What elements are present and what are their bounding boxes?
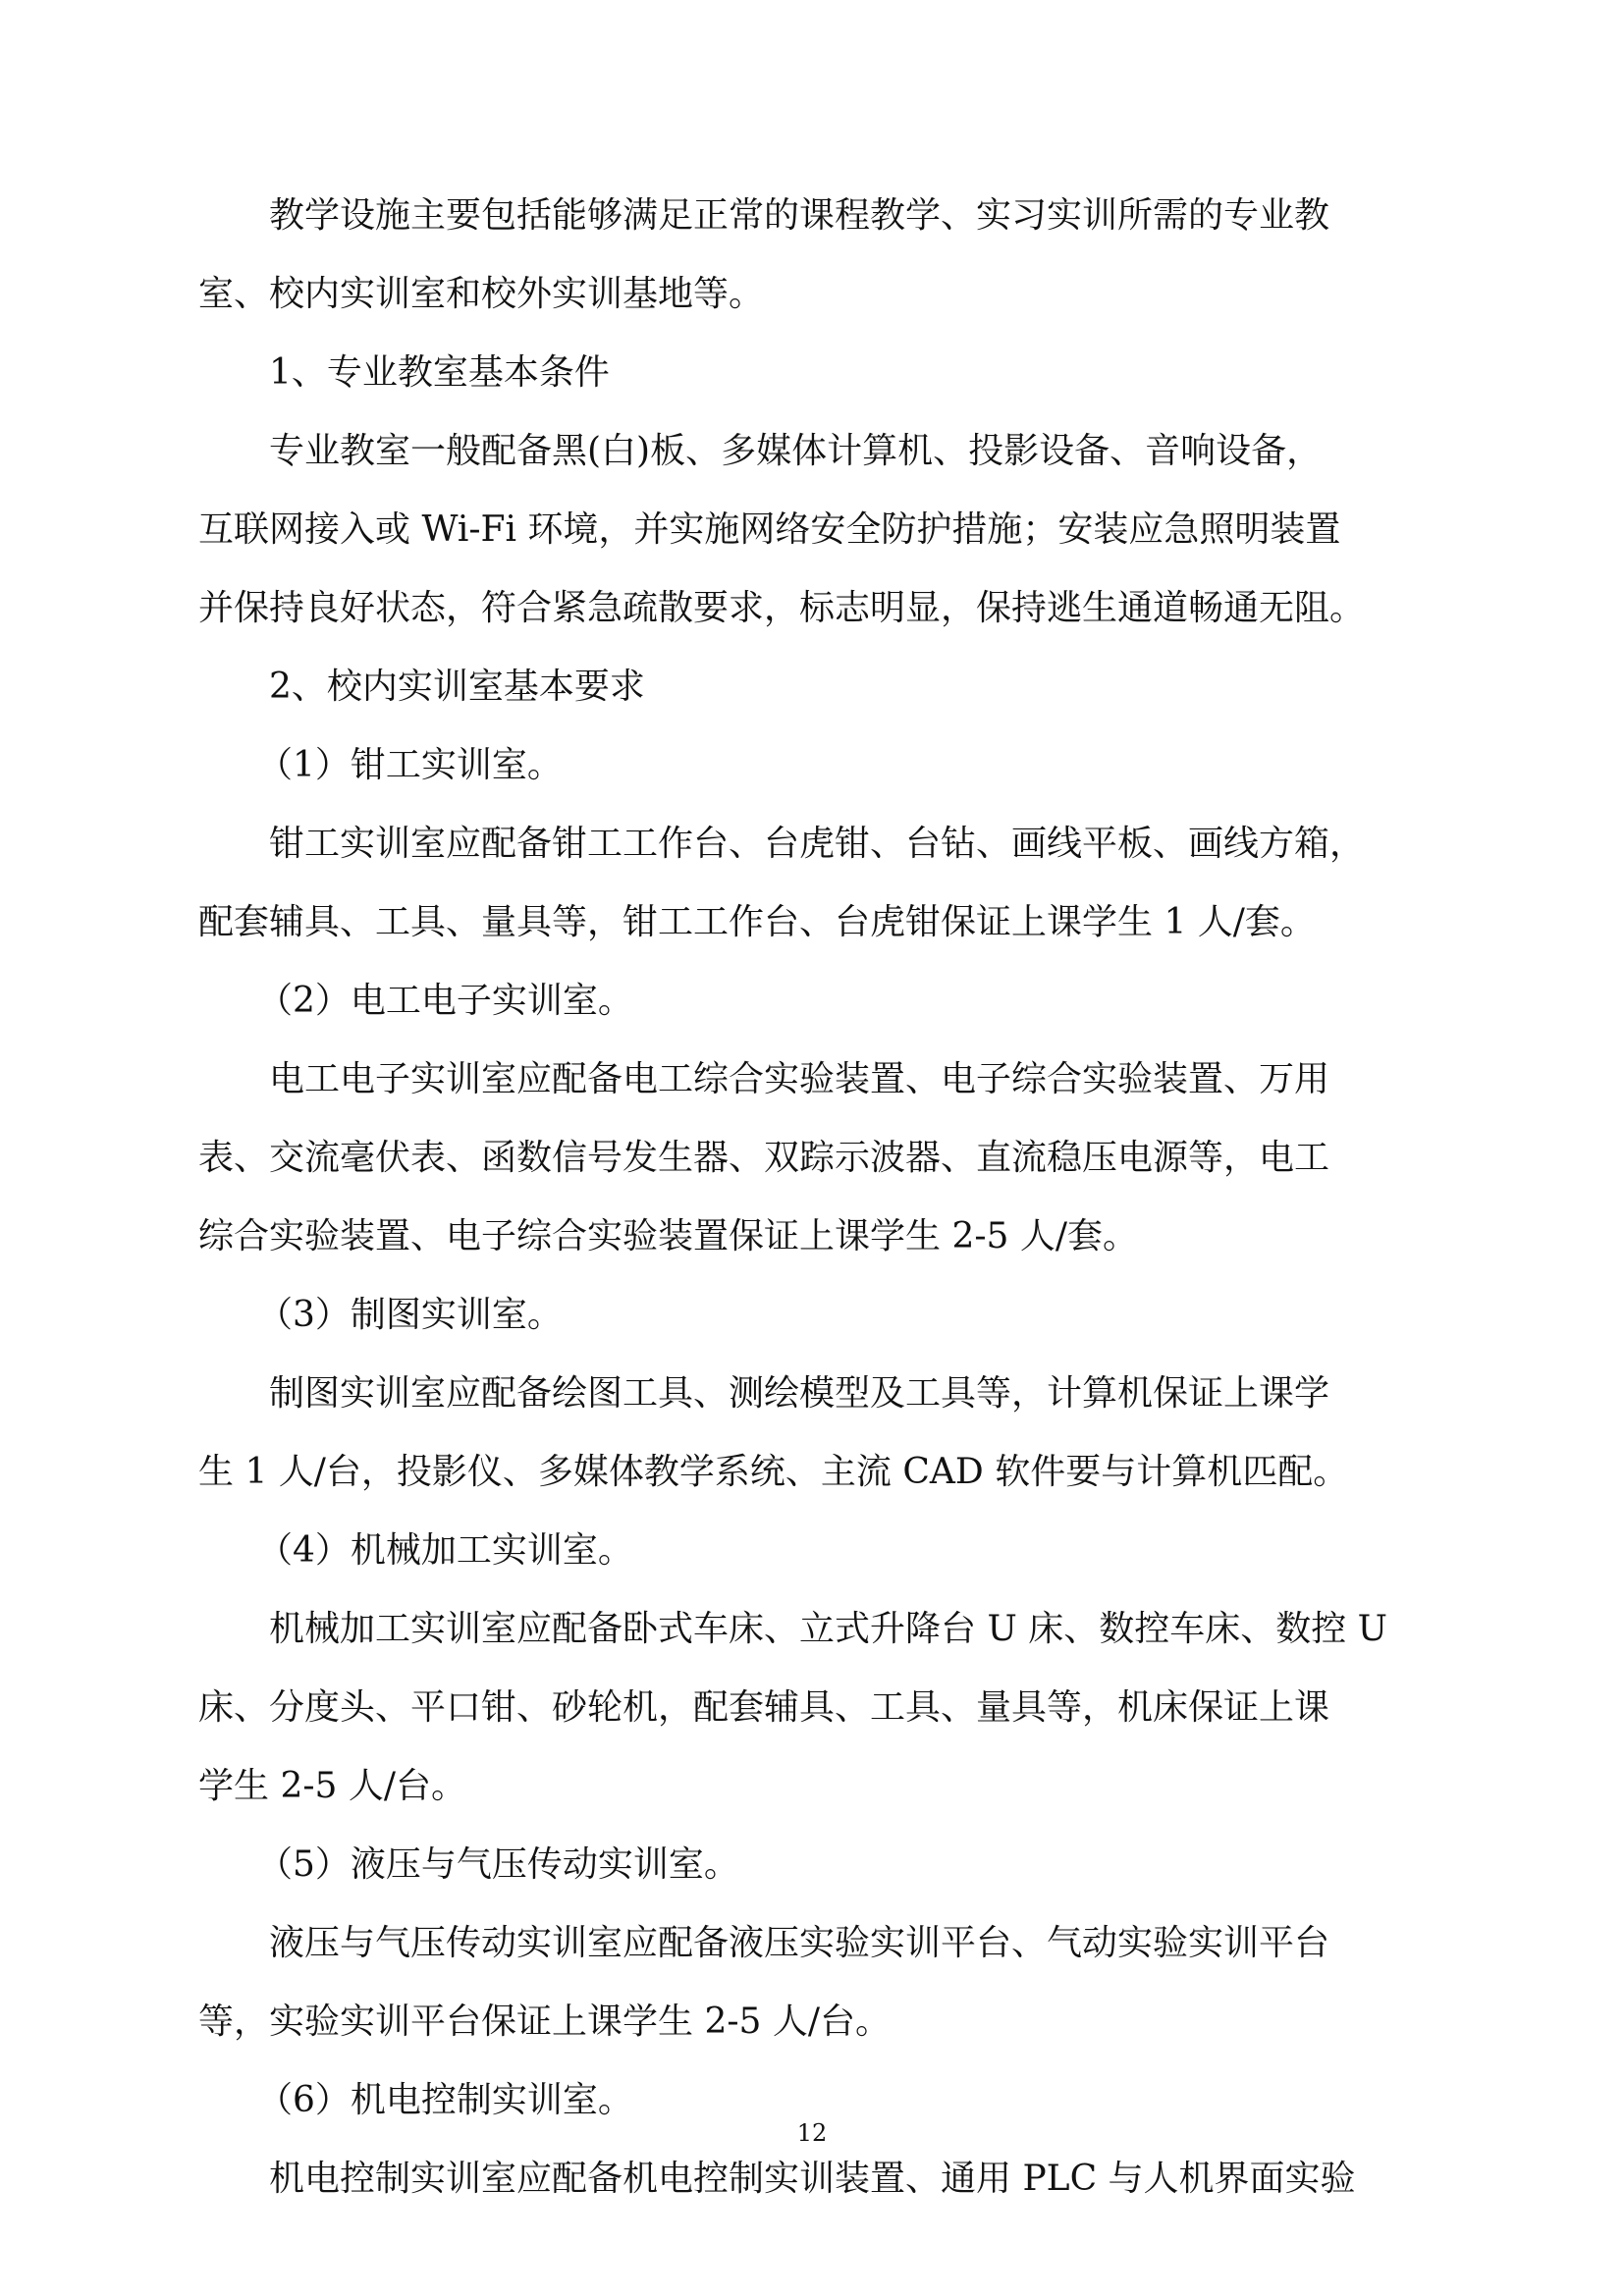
body-text [198,177,1435,2218]
text-line: 综合实验装置、电子综合实验装置保证上课学生 2-5 人/套。 [198,1216,1138,1256]
text-line: 等，实验实训平台保证上课学生 2-5 人/台。 [198,2002,891,2042]
text-line: 1、专业教室基本条件 [269,352,610,393]
text-line: 室、校内实训室和校外实训基地等。 [198,274,765,314]
text-line: 表、交流毫伏表、函数信号发生器、双踪示波器、直流稳压电源等，电工 [198,1138,1330,1178]
text-line: 学生 2-5 人/台。 [198,1766,466,1806]
text-line: 生 1 人/台，投影仪、多媒体教学系统、主流 CAD 软件要与计算机匹配。 [198,1452,1349,1492]
text-line: 液压与气压传动实训室应配备液压实验实训平台、气动实验实训平台 [269,1923,1330,1963]
text-line: 机电控制实训室应配备机电控制实训装置、通用 PLC 与人机界面实验 [269,2159,1356,2199]
text-line: （5）液压与气压传动实训室。 [257,1844,739,1885]
text-line: 互联网接入或 Wi-Fi 环境，并实施网络安全防护措施；安装应急照明装置 [198,509,1341,550]
page-number: 12 [796,2119,828,2147]
text-line: 专业教室一般配备黑(白)板、多媒体计算机、投影设备、音响设备， [269,431,1323,471]
text-line: （6）机电控制实训室。 [257,2080,633,2120]
text-line: （1）钳工实训室。 [257,745,563,785]
text-line: 电工电子实训室应配备电工综合实验装置、电子综合实验装置、万用 [269,1059,1330,1099]
text-line: （4）机械加工实训室。 [257,1530,633,1571]
text-line: （2）电工电子实训室。 [257,981,633,1021]
text-line: 机械加工实训室应配备卧式车床、立式升降台 U 床、数控车床、数控 U [269,1609,1388,1649]
text-line: 配套辅具、工具、量具等，钳工工作台、台虎钳保证上课学生 1 人/套。 [198,902,1316,942]
text-line: 床、分度头、平口钳、砂轮机，配套辅具、工具、量具等，机床保证上课 [198,1687,1330,1728]
text-line: 2、校内实训室基本要求 [269,667,645,707]
text-line: 教学设施主要包括能够满足正常的课程教学、实习实训所需的专业教 [269,195,1330,236]
text-line: 并保持良好状态，符合紧急疏散要求，标志明显，保持逃生通道畅通无阻。 [198,588,1366,628]
text-line: 钳工实训室应配备钳工工作台、台虎钳、台钻、画线平板、画线方箱， [269,824,1366,864]
text-line: （3）制图实训室。 [257,1295,563,1335]
text-line: 制图实训室应配备绘图工具、测绘模型及工具等，计算机保证上课学 [269,1373,1330,1414]
